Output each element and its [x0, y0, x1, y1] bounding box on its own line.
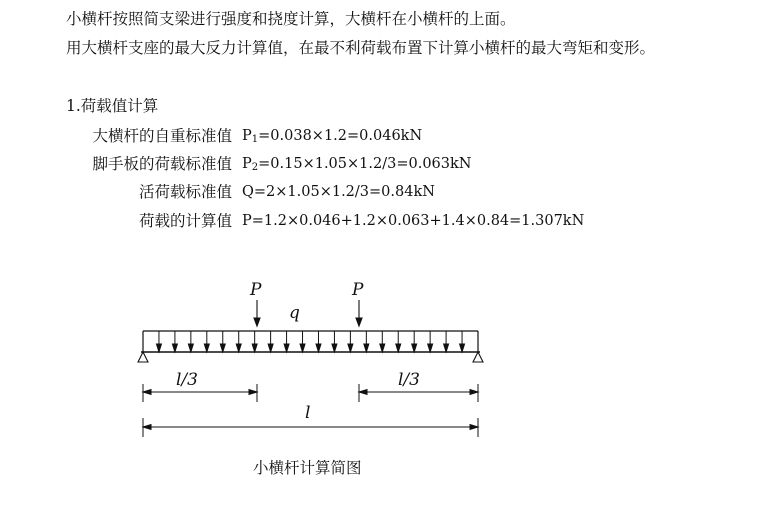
distributed-load-arrowhead: [188, 344, 193, 352]
span-label: l: [305, 403, 311, 423]
distributed-load-arrows: [156, 331, 464, 352]
distributed-load-arrowhead: [172, 344, 177, 352]
section-heading: 1.荷载值计算: [66, 97, 159, 115]
intro-line-2: 用大横杆支座的最大反力计算值，在最不利荷载布置下计算小横杆的最大弯矩和变形。: [66, 39, 656, 57]
distributed-load-arrowhead: [204, 344, 209, 352]
distributed-load-arrowhead: [252, 344, 257, 352]
load-label: 脚手板的荷载标准值: [92, 155, 232, 173]
load-formula: $P_1=0.038\times 1.2=0.046kN$: [242, 128, 423, 145]
distributed-load-arrowhead: [412, 344, 417, 352]
support-right: [473, 352, 483, 362]
load-formula: P=1.2×0.046+1.2×0.063+1.4×0.84=1.307kN: [242, 213, 585, 229]
distributed-load-arrowhead: [428, 344, 433, 352]
intro-line-1: 小横杆按照简支梁进行强度和挠度计算，大横杆在小横杆的上面。: [66, 10, 516, 28]
distributed-load-label: q: [289, 303, 300, 323]
distributed-load-arrowhead: [348, 344, 353, 352]
diagram-caption: 小横杆计算简图: [253, 459, 362, 477]
distributed-load-arrowhead: [300, 344, 305, 352]
right-third-label: l/3: [398, 370, 420, 390]
distributed-load-arrowhead: [364, 344, 369, 352]
point-load-label-right: P: [352, 280, 364, 300]
distributed-load-arrowhead: [380, 344, 385, 352]
support-left: [138, 352, 148, 362]
distributed-load-arrowhead: [284, 344, 289, 352]
load-label: 大横杆的自重标准值: [92, 127, 232, 145]
load-formula: Q=2×1.05×1.2/3=0.84kN: [242, 184, 435, 200]
load-formula: $P_2=0.15\times 1.05\times 1.2/3=0.063kN$: [242, 156, 472, 173]
distributed-load-arrowhead: [236, 344, 241, 352]
point-load-label-left: P: [250, 280, 262, 300]
distributed-load-arrowhead: [396, 344, 401, 352]
distributed-load-arrowhead: [460, 344, 465, 352]
distributed-load-arrowhead: [268, 344, 273, 352]
distributed-load-arrowhead: [220, 344, 225, 352]
left-third-label: l/3: [176, 370, 198, 390]
distributed-load-arrowhead: [156, 344, 161, 352]
load-label: 荷载的计算值: [138, 212, 232, 230]
load-label: 活荷载标准值: [138, 183, 232, 201]
distributed-load-arrowhead: [444, 344, 449, 352]
distributed-load-arrowhead: [316, 344, 321, 352]
distributed-load-arrowhead: [332, 344, 337, 352]
